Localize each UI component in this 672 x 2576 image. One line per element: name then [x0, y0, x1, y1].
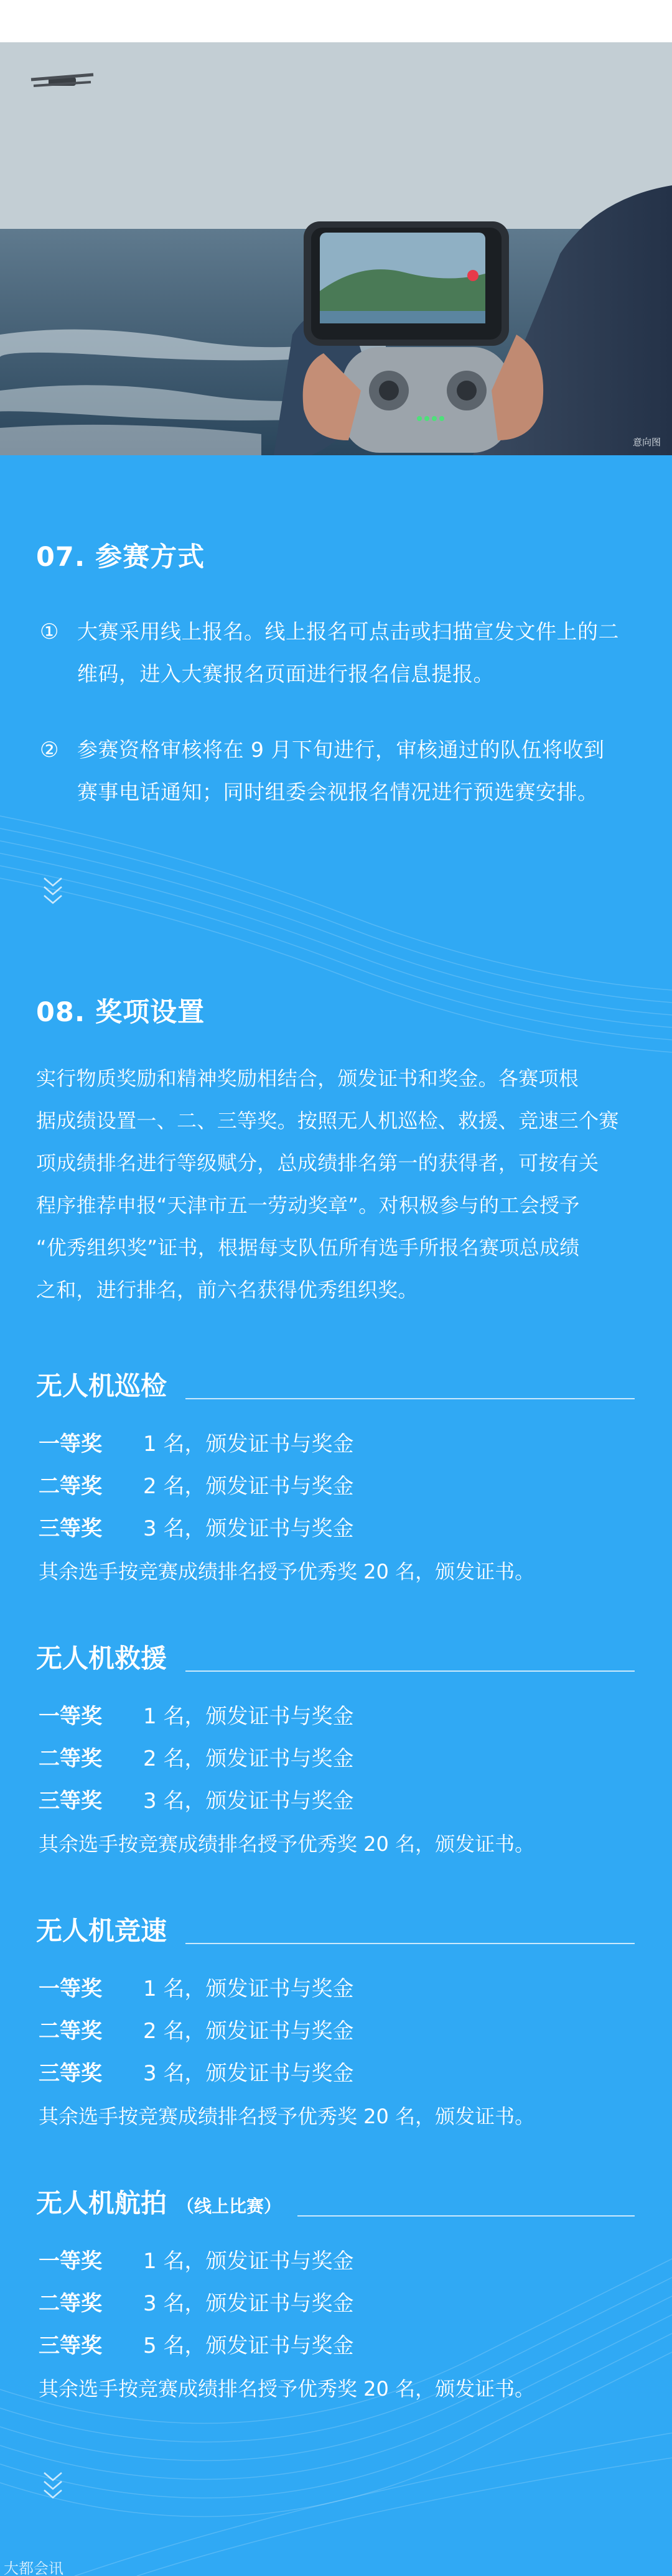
award-result: 1 名，颁发证书与奖金 [143, 1432, 354, 1457]
award-row [39, 2286, 353, 2314]
award-tier: 一等奖 [39, 2249, 102, 2274]
chevron-down-icon [42, 2470, 63, 2500]
award-note: 其余选手按竞赛成绩排名授予优秀奖 20 名，颁发证书。 [39, 1560, 535, 1583]
paragraph-line: “优秀组织奖”证书，根据每支队伍所有选手所报名赛项总成绩 [36, 1236, 580, 1259]
award-row [39, 2014, 354, 2044]
award-row [39, 1511, 353, 1539]
award-tier: 一等奖 [39, 1976, 102, 2001]
divider [185, 1943, 635, 1944]
category-title: 无人机巡检 [36, 1371, 167, 1401]
hero-caption: 意向图 [632, 437, 661, 448]
award-tier: 二等奖 [39, 2291, 102, 2316]
award-result: 3 名，颁发证书与奖金 [143, 2291, 354, 2316]
award-row [39, 2328, 353, 2356]
paragraph-line: 程序推荐申报“天津市五一劳动奖章”。对积极参与的工会授予 [36, 1193, 580, 1217]
paragraph-line: 之和，进行排名，前六名获得优秀组织奖。 [36, 1278, 418, 1302]
award-result: 3 名，颁发证书与奖金 [143, 2061, 354, 2086]
award-result: 1 名，颁发证书与奖金 [143, 1976, 354, 2001]
divider [185, 1398, 635, 1399]
category-title: 无人机航拍 （线上比赛） [36, 2188, 282, 2218]
award-tier: 三等奖 [39, 2061, 102, 2086]
paragraph-line: 实行物质奖励和精神奖励相结合，颁发证书和奖金。各赛项根 [36, 1067, 579, 1090]
award-note: 其余选手按竞赛成绩排名授予优秀奖 20 名，颁发证书。 [39, 2377, 535, 2401]
divider [297, 2215, 635, 2217]
list-item [40, 611, 637, 695]
award-result: 3 名，颁发证书与奖金 [143, 1789, 354, 1814]
top-blank-band [0, 0, 672, 42]
item-text-line: 大赛采用线上报名。线上报名可点击或扫描宣发文件上的二 [77, 619, 619, 644]
content-area [0, 455, 672, 2576]
hero-image [0, 42, 672, 455]
category-header [36, 1372, 635, 1403]
section-title-07: 07. 参赛方式 [36, 542, 205, 573]
category-header [36, 2189, 635, 2220]
award-row [39, 1699, 354, 1729]
footer-logo: 大都会讯 [4, 2560, 63, 2576]
award-row [39, 1469, 354, 1499]
award-tier: 二等奖 [39, 2019, 102, 2044]
award-result: 5 名，颁发证书与奖金 [143, 2333, 354, 2358]
award-result: 3 名，颁发证书与奖金 [143, 1516, 354, 1541]
award-tier: 三等奖 [39, 1789, 102, 1814]
item-text-line: 参赛资格审核将在 9 月下旬进行，审核通过的队伍将收到 [77, 738, 605, 762]
award-tier: 二等奖 [39, 1746, 102, 1771]
award-row [39, 1427, 354, 1457]
divider [185, 1670, 635, 1672]
award-row [39, 2056, 354, 2086]
category-header [36, 1917, 635, 1948]
award-note: 其余选手按竞赛成绩排名授予优秀奖 20 名，颁发证书。 [39, 1832, 535, 1856]
awards-intro-paragraph [36, 1057, 635, 1311]
award-row [39, 1971, 353, 1999]
award-tier: 三等奖 [39, 1516, 102, 1541]
award-tier: 三等奖 [39, 2333, 102, 2358]
category-title: 无人机竞速 [36, 1916, 167, 1946]
item-text-line: 赛事电话通知；同时组委会视报名情况进行预选赛安排。 [77, 780, 599, 804]
award-tier: 一等奖 [39, 1432, 102, 1457]
paragraph-line: 项成绩排名进行等级赋分，总成绩排名第一的获得者，可按有关 [36, 1151, 599, 1175]
award-row [39, 1741, 353, 1769]
award-result: 1 名，颁发证书与奖金 [143, 2249, 354, 2274]
award-row [39, 2244, 354, 2274]
list-item [40, 729, 637, 813]
item-number: ① [40, 619, 59, 644]
award-tier: 二等奖 [39, 1474, 102, 1499]
award-result: 2 名，颁发证书与奖金 [143, 2019, 354, 2044]
section-title-08: 08. 奖项设置 [36, 997, 205, 1028]
item-number: ② [40, 738, 59, 762]
category-title: 无人机救援 [36, 1643, 167, 1674]
paragraph-line: 据成绩设置一、二、三等奖。按照无人机巡检、救援、竞速三个赛 [36, 1109, 619, 1133]
award-tier: 一等奖 [39, 1704, 102, 1729]
award-result: 1 名，颁发证书与奖金 [143, 1704, 354, 1729]
item-text-line: 维码，进入大赛报名页面进行报名信息提报。 [77, 662, 494, 686]
award-note: 其余选手按竞赛成绩排名授予优秀奖 20 名，颁发证书。 [39, 2105, 535, 2128]
award-result: 2 名，颁发证书与奖金 [143, 1746, 354, 1771]
award-result: 2 名，颁发证书与奖金 [143, 1474, 354, 1499]
drone-photo [0, 42, 672, 455]
category-header [36, 1644, 635, 1675]
award-row [39, 1784, 354, 1814]
chevron-down-icon [42, 876, 63, 906]
